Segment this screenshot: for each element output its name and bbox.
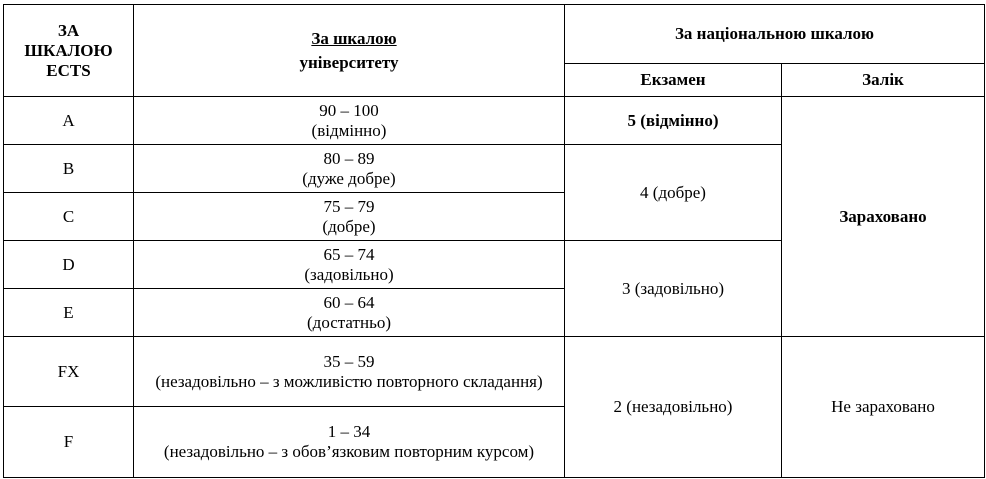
university-header-line-2: університету [299, 52, 399, 72]
score-range: 35 – 59 [323, 351, 375, 371]
score-range: 80 – 89 [323, 148, 375, 168]
ects-grade: F [4, 407, 134, 478]
ects-grade: FX [4, 337, 134, 407]
score-description: (добре) [322, 216, 376, 236]
ects-grade: A [4, 97, 134, 145]
national-scale-header: За національною шкалою [565, 5, 985, 64]
score-description: (незадовільно – з обов’язковим повторним курсом) [163, 442, 535, 461]
university-score [134, 407, 565, 478]
exam-grade: 4 (добре) [565, 145, 782, 241]
score-description: (дуже добре) [302, 168, 396, 188]
ects-header-line-2: ШКАЛОЮ [24, 40, 113, 60]
exam-grade: 5 (відмінно) [565, 97, 782, 145]
university-score [134, 97, 565, 145]
university-header-line-1: За шкалою [311, 28, 397, 48]
score-range: 75 – 79 [323, 196, 375, 216]
university-score [134, 241, 565, 289]
credit-result: Зараховано [782, 97, 985, 337]
grading-scale-table [3, 4, 985, 478]
exam-grade: 2 (незадовільно) [565, 337, 782, 478]
ects-grade: C [4, 193, 134, 241]
header-row-1 [4, 5, 985, 64]
ects-header-line-1: ЗА [57, 20, 80, 40]
university-score [134, 193, 565, 241]
score-description: (достатньо) [307, 312, 391, 332]
score-description: (задовільно) [304, 264, 394, 284]
table-row [4, 97, 985, 145]
ects-header-line-3: ECTS [46, 60, 91, 80]
score-range: 90 – 100 [319, 100, 379, 120]
ects-scale-header [4, 5, 134, 97]
university-scale-header [134, 5, 565, 97]
credit-header: Залік [782, 64, 985, 97]
university-score [134, 289, 565, 337]
university-score [134, 337, 565, 407]
table-row [4, 337, 985, 407]
exam-header: Екзамен [565, 64, 782, 97]
ects-grade: D [4, 241, 134, 289]
score-range: 65 – 74 [323, 244, 375, 264]
score-description: (відмінно) [311, 120, 387, 140]
ects-grade: E [4, 289, 134, 337]
ects-grade: B [4, 145, 134, 193]
university-score [134, 145, 565, 193]
score-range: 60 – 64 [323, 292, 375, 312]
score-description: (незадовільно – з можливістю повторного складання) [155, 371, 543, 391]
credit-result: Не зараховано [782, 337, 985, 478]
score-range: 1 – 34 [327, 422, 371, 441]
exam-grade: 3 (задовільно) [565, 241, 782, 337]
